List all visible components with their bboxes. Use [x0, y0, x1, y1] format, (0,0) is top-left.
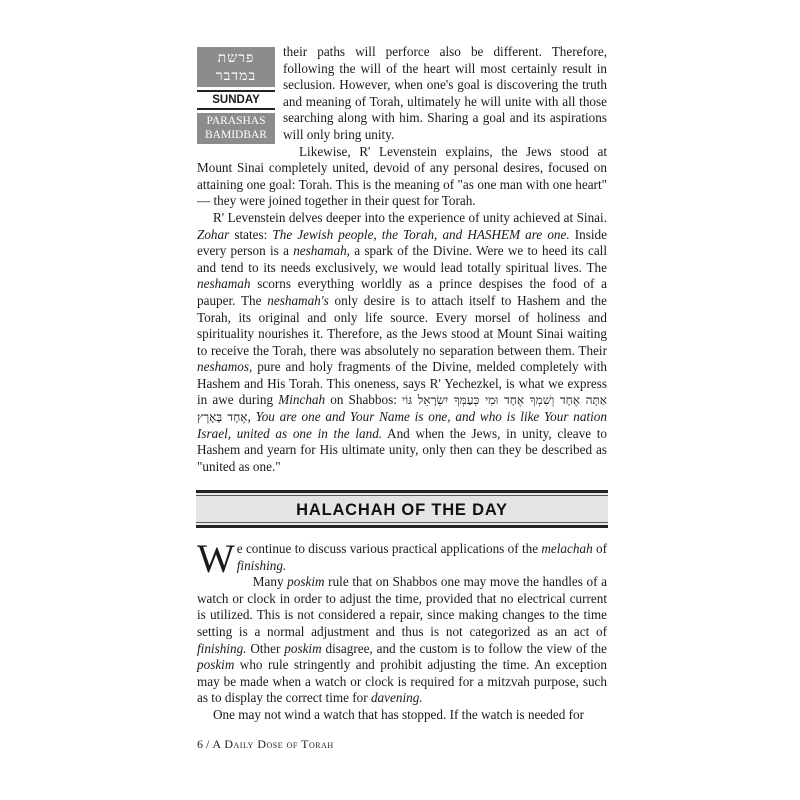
p3-term: neshamos, — [197, 359, 253, 375]
halachah-banner — [196, 490, 608, 528]
halachah-paragraph-1 — [197, 536, 607, 581]
h2-text: Other — [246, 640, 285, 656]
h2-term: poskim — [284, 640, 322, 656]
hebrew-parasha-box: פרשת במדבר — [197, 47, 275, 87]
drop-cap: W — [197, 536, 235, 581]
paragraph-2: Likewise, R' Levenstein explains, the Jews stood at Mount Sinai completely united, devoid of any personal desires, focused on attaining one goal: Torah. This is the meaning of "as one man with one heart" — they were joined together in their quest for Torah. — [197, 143, 607, 209]
h2-text: rule that on Shabbos one may move the handles of a watch or clock in order to adjust the time, provided that no electrical current is utilized. This is not considered a repair, since making changes to the time setting is a normal adjustment and thus is not categorized as an act of — [197, 574, 607, 639]
p3-text: on Shabbos: — [325, 392, 402, 408]
h2-text: disagree, and the custom is to follow the view of the — [321, 640, 608, 656]
verse-translation: , You are one and Your Name is one, and who is like Your nation Israel, united as one in the land. — [197, 409, 607, 441]
hebrew-verse: אַתָּה אֶחָד וְשִׁמְךָ אֶחָד וּמִי כְּעַמְּךָ יִשְׂרָאֵל גּוֹי אֶחָד בָּאָרֶץ — [197, 393, 607, 425]
parasha-line-1: PARASHAS — [206, 115, 266, 127]
parasha-box — [197, 113, 275, 144]
day-label: SUNDAY — [197, 90, 275, 110]
p3-term: Minchah — [278, 392, 326, 408]
parasha-line-2: BAMIDBAR — [205, 128, 267, 141]
section-heading: HALACHAH OF THE DAY — [296, 501, 508, 519]
h2-text: who rule stringently and prohibit adjusting the time. An exception may be made when a watch or clock is required for a mitzvah purpose, such as to display the correct time for — [197, 657, 607, 706]
p3-term: neshamah — [197, 276, 251, 292]
p3-text: pure and holy fragments of the Divine, melded completely with Hashem and His Torah. This oneness, says R' Yechezkel, is what we express in awe during — [197, 359, 607, 408]
paragraph-3 — [197, 210, 607, 476]
p3-term: neshamah, — [293, 243, 350, 259]
p3-text: R' Levenstein delves deeper into the experience of unity achieved at Sinai. — [213, 209, 607, 225]
p3-text: And when the Jews, in unity, cleave to Hashem and yearn for His ultimate unity, only then can they be described as "united as one." — [197, 425, 607, 474]
h1-term: finishing. — [236, 557, 287, 573]
paragraph-1: their paths will perforce also be different. Therefore, following the will of the heart will most certainly result in seclusion. However, when one's goal is discovering the truth and meaning of Torah, ultimately he will unite with all those searching along with him. Sharing a goal and its aspirations will only bring unity. — [283, 44, 607, 142]
p3-text: scorns everything worldly as a prince despises the food of a pauper. The — [197, 276, 607, 308]
p3-text: Inside every person is a — [197, 226, 607, 259]
h2-text: Many — [252, 574, 288, 590]
book-title: A Daily Dose of Torah — [212, 737, 334, 751]
halachah-paragraph-3: One may not wind a watch that has stopped. If the watch is needed for — [213, 706, 584, 722]
p3-text: a spark of the Divine. Were we to heed its call and tend to its needs exclusively, we would lead totally spiritual lives. The — [197, 243, 607, 275]
p3-quote: The Jewish people, the Torah, and HASHEM are one. — [272, 226, 570, 242]
h2-term: poskim — [197, 657, 235, 673]
h2-term: finishing. — [197, 640, 247, 656]
h1-term: melachah — [541, 541, 593, 556]
main-text-column — [197, 44, 607, 475]
date-sidebar — [197, 47, 275, 144]
page-footer — [197, 737, 334, 752]
halachah-paragraph-2 — [197, 574, 607, 707]
p3-term: neshamah's — [267, 292, 329, 308]
p3-text: states: — [229, 226, 273, 242]
h2-term: davening. — [370, 690, 423, 706]
h1-text: e continue to discuss various practical applications of the — [236, 541, 542, 556]
footer-separator: / — [206, 737, 210, 751]
halachah-text — [197, 536, 608, 724]
page-number: 6 — [197, 737, 203, 751]
p3-zohar: Zohar — [197, 226, 230, 242]
p3-text: only desire is to attach itself to Hashem and the Torah, its original and only life source. Every morsel of holiness and spirituality nourishes it. Therefore, as the Jews stood at Mount Sinai waiting to receive the Torah, there was absolutely no separation between them. Their — [197, 292, 607, 358]
h2-term: poskim — [287, 574, 325, 590]
h1-text: of — [592, 541, 607, 556]
